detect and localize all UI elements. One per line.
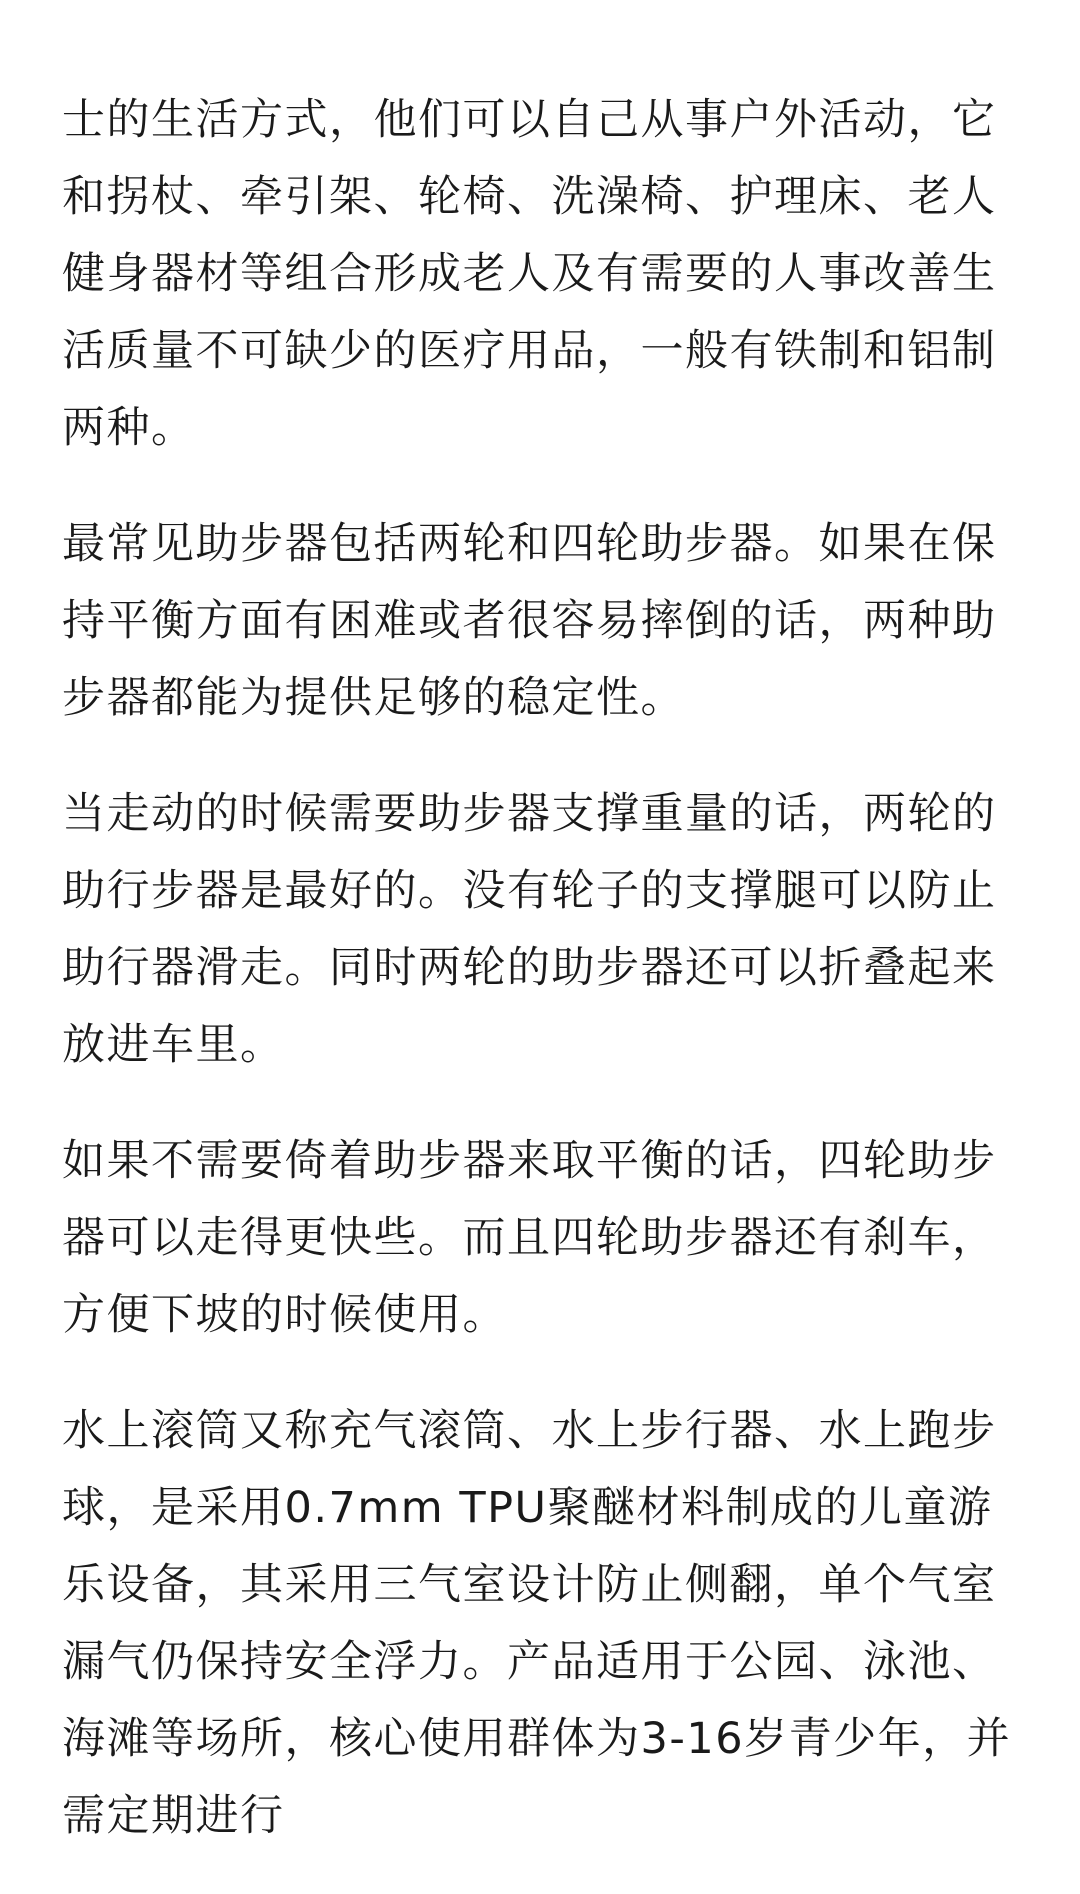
article-body — [62, 82, 1030, 1894]
paragraph-walker-types: 最常见助步器包括两轮和四轮助步器。如果在保持平衡方面有困难或者很容易摔倒的话，两种助步器都能为提供足够的稳定性。 — [62, 519, 997, 723]
paragraph-four-wheel-walker: 如果不需要倚着助步器来取平衡的话，四轮助步器可以走得更快些。而且四轮助步器还有刹车，方便下坡的时候使用。 — [62, 1136, 997, 1340]
paragraph-water-roller: 水上滚筒又称充气滚筒、水上步行器、水上跑步球，是采用0.7mm TPU聚醚材料制成的儿童游乐设备，其采用三气室设计防止侧翻，单个气室漏气仍保持安全浮力。产品适用于公园、泳池、海滩等场所，核心使用群体为3-16岁青少年，并需定期进行 — [62, 1406, 1012, 1841]
paragraph-two-wheel-walker: 当走动的时候需要助步器支撑重量的话，两轮的助行步器是最好的。没有轮子的支撑腿可以防止助行器滑走。同时两轮的助步器还可以折叠起来放进车里。 — [62, 789, 997, 1070]
paragraph-walker-intro: 士的生活方式，他们可以自己从事户外活动，它和拐杖、牵引架、轮椅、洗澡椅、护理床、老人健身器材等组合形成老人及有需要的人事改善生活质量不可缺少的医疗用品，一般有铁制和铝制两种。 — [62, 95, 997, 453]
